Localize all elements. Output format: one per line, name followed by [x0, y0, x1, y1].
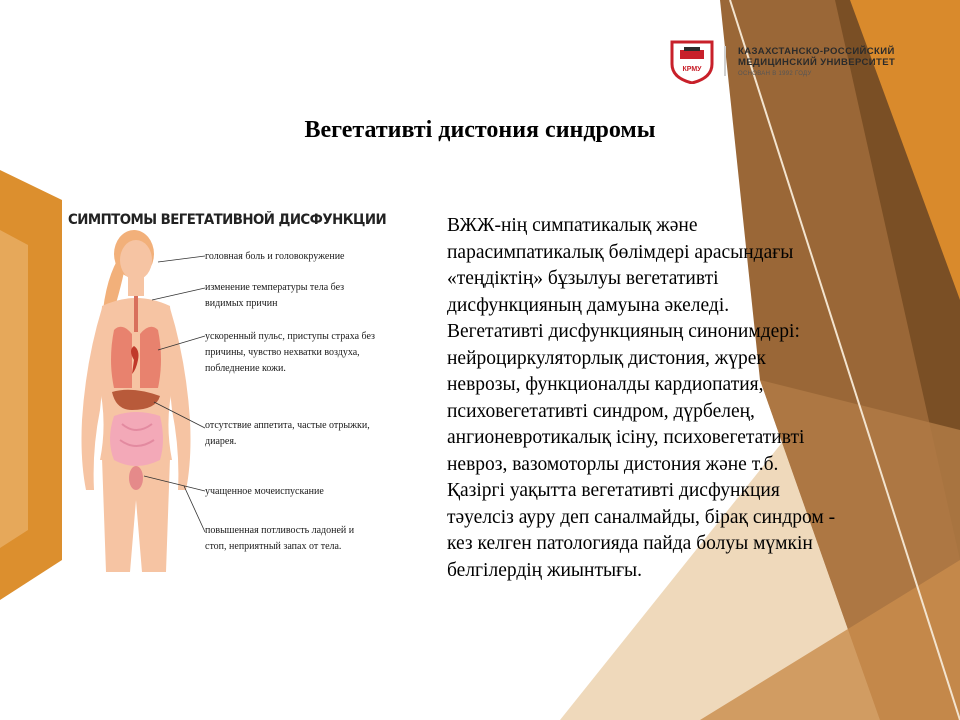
figure-label-line: побледнение кожи. [205, 363, 286, 374]
figure-label [205, 523, 410, 555]
body-text-line: Вегетативті дисфункцияның синонимдері: [447, 321, 800, 342]
figure-label-line: видимых причин [205, 298, 278, 309]
figure-label-line: изменение температуры тела без [205, 282, 345, 293]
figure-label-line: головная боль и головокружение [205, 251, 345, 262]
figure-label [205, 329, 410, 377]
logo-divider [724, 46, 726, 76]
figure-label-line: повышенная потливость ладоней и [205, 525, 355, 536]
university-shield-logo-icon [666, 40, 718, 84]
body-text-line: кез келген патологияда пайда болуы мүмкін [447, 533, 813, 554]
body-text-line: неврозы, функционалды кардиопатия, [447, 374, 764, 395]
figure-label [205, 249, 410, 265]
body-text-line: невроз, вазомоторлы дистония және т.б. [447, 453, 779, 475]
body-text-line: психовегетативті синдром, дүрбелең, [447, 400, 755, 422]
body-text-line: нейроциркуляторлық дистония, жүрек [447, 347, 766, 369]
symptoms-figure [62, 210, 414, 572]
logo-badge-text: КРМУ [682, 66, 702, 73]
body-text-line: ВЖЖ-нің симпатикалық және [447, 215, 698, 236]
figure-label-line: отсутствие аппетита, частые отрыжки, [205, 420, 370, 431]
figure-label [205, 280, 410, 312]
figure-label [205, 484, 410, 500]
logo-line-3: ОСНОВАН В 1992 ГОДУ [738, 71, 812, 77]
slide-title: Вегетативті дистония синдромы [304, 117, 656, 143]
body-text-line: дисфункцияның дамуына әкеледі. [447, 294, 730, 316]
figure-title: СИМПТОМЫ ВЕГЕТАТИВНОЙ ДИСФУНКЦИИ [68, 212, 387, 228]
body-text-line: белгілердің жиынтығы. [447, 559, 643, 581]
figure-label [205, 418, 410, 450]
figure-label-line: учащенное мочеиспускание [205, 486, 324, 497]
figure-label-line: ускоренный пульс, приступы страха без [205, 331, 375, 342]
figure-label-line: стоп, неприятный запах от тела. [205, 541, 342, 552]
figure-label-line: причины, чувство нехватки воздуха, [205, 347, 360, 358]
logo-line-1: КАЗАХСТАНСКО-РОССИЙСКИЙ [738, 46, 895, 57]
body-text [447, 213, 937, 584]
logo-text [738, 46, 895, 77]
body-text-line: ангионевротикалық ісіну, психовегетативті [447, 427, 805, 448]
body-text-line: Қазіргі уақытта вегетативті дисфункция [447, 480, 780, 501]
figure-label-line: диарея. [205, 436, 237, 447]
left-light-band [0, 230, 28, 548]
body-text-line: тәуелсіз ауру деп саналмайды, бірақ синдром - [447, 506, 836, 528]
university-logo [666, 38, 926, 88]
body-text-line: парасимпатикалық бөлімдері арасындағы [447, 241, 794, 263]
logo-line-2: МЕДИЦИНСКИЙ УНИВЕРСИТЕТ [738, 57, 896, 68]
body-text-line: «теңдіктің» бұзылуы вегетативті [447, 268, 719, 289]
